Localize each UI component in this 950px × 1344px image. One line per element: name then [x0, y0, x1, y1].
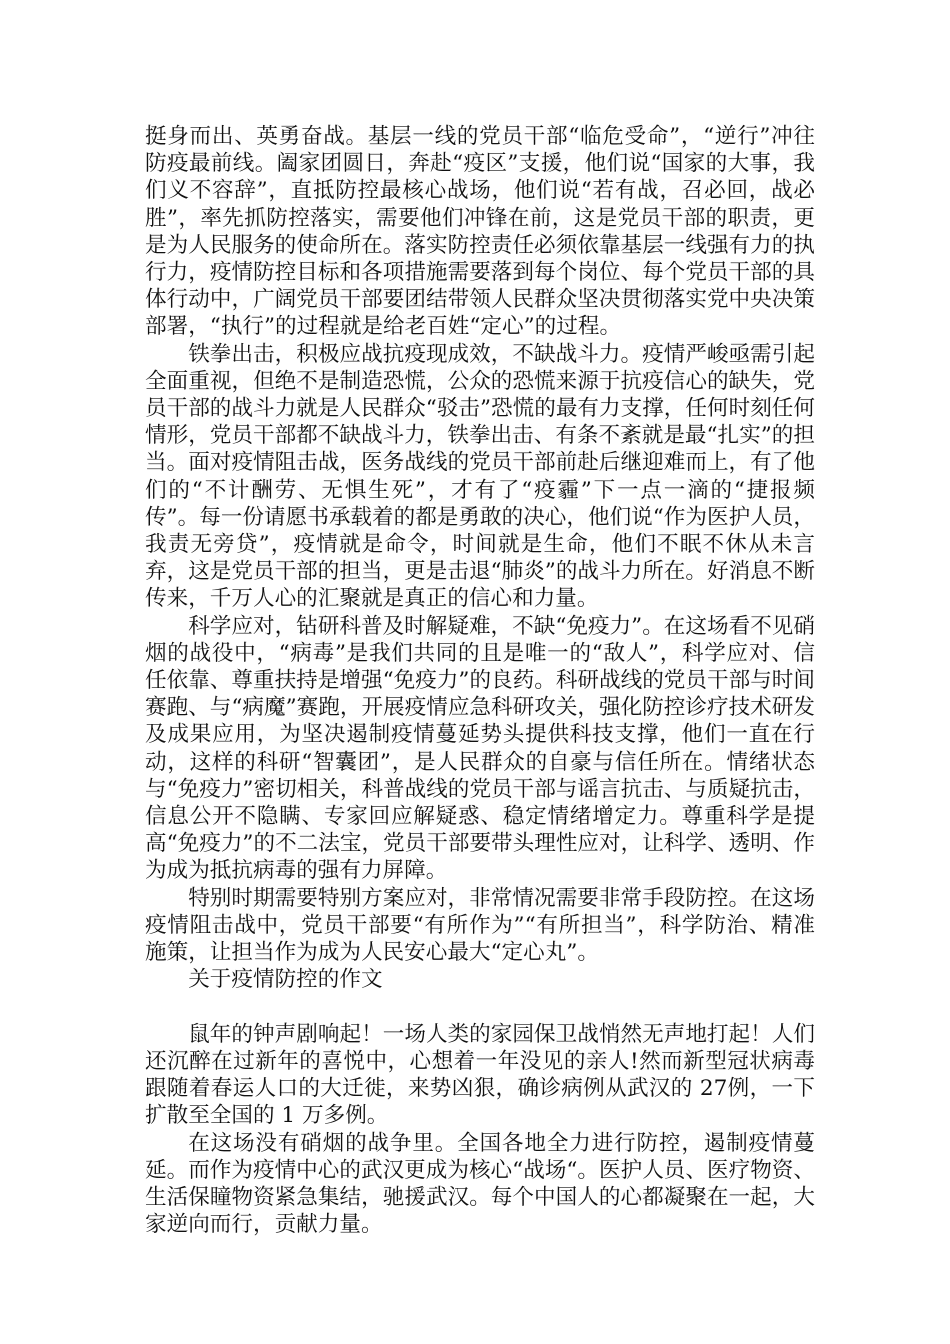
- paragraph-science: 科学应对，钻研科普及时解疑难，不缺“免疫力”。在这场看不见硝烟的战役中，“病毒”是我们共同的且是唯一的“敌人”，科学应对、信任依靠、尊重扶持是增强“免疫力”的良药。科研战线的党员干部与时间赛跑、与“病魔”赛跑，开展疫情应急科研攻关，强化防控诊疗技术研发及成果应用，为坚决遏制疫情蔓延势头提供科技支撑，他们一直在行动，这样的科研“智囊团”，是人民群众的自豪与信任所在。情绪状态与“免疫力”密切相关，科普战线的党员干部与谣言抗击、与质疑抗击，信息公开不隐瞒、专家回应解疑惑、稳定情绪增定力。尊重科学是提高“免疫力”的不二法宝，党员干部要带头理性应对，让科学、透明、作为成为抵抗病毒的强有力屏障。: [145, 613, 815, 884]
- essay-paragraph-battle: 在这场没有硝烟的战争里。全国各地全力进行防控，遏制疫情蔓延。而作为疫情中心的武汉更成为核心“战场“。医护人员、医疗物资、生活保瞳物资紧急集结，驰援武汉。每个中国人的心都凝聚在一起，大家逆向而行，贡献力量。: [145, 1130, 815, 1238]
- blank-line: [145, 994, 815, 1021]
- section-title: 关于疫情防控的作文: [188, 967, 383, 993]
- paragraph-iron-fist: 铁拳出击，积极应战抗疫现成效，不缺战斗力。疫情严峻亟需引起全面重视，但绝不是制造恐慌，公众的恐慌来源于抗疫信心的缺失，党员干部的战斗力就是人民群众“驳击”恐慌的最有力支撑，任何时刻任何情形，党员干部都不缺战斗力，铁拳出击、有条不紊就是最“扎实”的担当。面对疫情阻击战，医务战线的党员干部前赴后继迎难而上，有了他们的“不计酬劳、无惧生死”，才有了“疫霾”下一点一滴的“捷报频传”。每一份请愿书承载着的都是勇敢的决心，他们说“作为医护人员，我责无旁贷”，疫情就是命令，时间就是生命，他们不眠不休从未言弃，这是党员干部的担当，更是击退“肺炎”的战斗力所在。好消息不断传来，千万人心的汇聚就是真正的信心和力量。: [145, 341, 815, 612]
- document-page: [145, 123, 815, 1238]
- paragraph-special-period: 特别时期需要特别方案应对，非常情况需要非常手段防控。在这场疫情阻击战中，党员干部要“有所作为”“有所担当”，科学防治、精准施策，让担当作为成为人民安心最大“定心丸”。: [145, 885, 815, 966]
- paragraph-continuation: 挺身而出、英勇奋战。基层一线的党员干部“临危受命”，“逆行”冲往防疫最前线。阖家团圆日，奔赴“疫区”支援，他们说“国家的大事，我们义不容辞”，直抵防控最核心战场，他们说“若有战，召必回，战必胜”，率先抓防控落实，需要他们冲锋在前，这是党员干部的职责，更是为人民服务的使命所在。落实防控责任必须依靠基层一线强有力的执行力，疫情防控目标和各项措施需要落到每个岗位、每个党员干部的具体行动中，广阔党员干部要团结带领人民群众坚决贯彻落实党中央决策部署，“执行”的过程就是给老百姓“定心”的过程。: [145, 124, 815, 340]
- essay-paragraph-new-year: 鼠年的钟声剧响起！一场人类的家园保卫战悄然无声地打起！人们还沉醉在过新年的喜悦中，心想着一年没见的亲人!然而新型冠状病毒跟随着春运人口的大迁徙，来势凶狠，确诊病例从武汉的 27例，一下扩散至全国的 1 万多例。: [145, 1021, 815, 1129]
